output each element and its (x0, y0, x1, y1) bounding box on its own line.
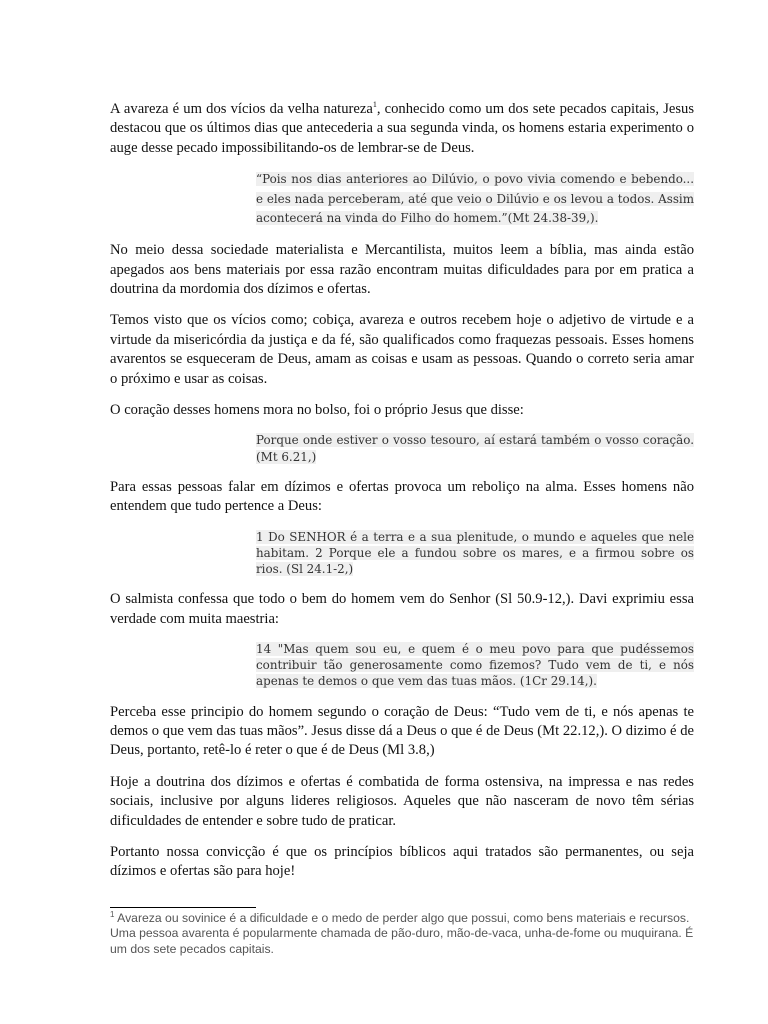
quote-4-text: 14 "Mas quem sou eu, e quem é o meu povo para que pudéssemos contribuir tão generosamente como fizemos? Tudo vem de ti, e nós apenas te demos o que vem das tuas mãos. (1Cr 29.14,). (256, 642, 694, 689)
paragraph-3: Temos visto que os vícios como; cobiça, avareza e outros recebem hoje o adjetivo de virtude e a virtude da misericórdia da justiça e da fé, são qualificados como fraquezas pessoais. Esses homens avarentos se esqueceram de Deus, amam as coisas e usam as pessoas. Quando o correto seria amar o próximo e usar as coisas. (110, 312, 694, 387)
footnote-text: Avareza ou sovinice é a dificuldade e o medo de perder algo que possui, como bens materiais e recursos. Uma pessoa avarenta é popularmente chamada de pão-duro, mão-de-vaca, unha-de-fome ou muquirana. É um dos sete pecados capitais. (110, 911, 694, 956)
paragraph-5: Para essas pessoas falar em dízimos e ofertas provoca um reboliço na alma. Esses homens não entendem que tudo pertence a Deus: (110, 478, 694, 515)
block-quote-1 (256, 170, 694, 228)
footnote-marker: 1 (110, 909, 115, 919)
block-quote-4 (256, 641, 694, 690)
paragraph-1-text-a: A avareza é um dos vícios da velha natureza (110, 101, 373, 117)
paragraph-1 (110, 100, 694, 158)
footnote-separator (110, 907, 256, 908)
paragraph-6: O salmista confessa que todo o bem do homem vem do Senhor (Sl 50.9-12,). Davi exprimiu essa verdade com muita maestria: (110, 591, 694, 627)
document-body (110, 100, 694, 894)
block-quote-2 (256, 432, 694, 464)
paragraph-8: Hoje a doutrina dos dízimos e ofertas é combatida de forma ostensiva, na impressa e nas redes sociais, inclusive por alguns lideres religiosos. Aqueles que não nasceram de novo têm sérias dificuldades de entender e sobre tudo de praticar. (110, 773, 694, 829)
paragraph-9: Portanto nossa convicção é que os princípios bíblicos aqui tratados são permanentes, ou seja dízimos e ofertas são para hoje! (110, 844, 694, 880)
footnote (110, 911, 694, 957)
quote-3-text: 1 Do SENHOR é a terra e a sua plenitude, o mundo e aqueles que nele habitam. 2 Porque ele a fundou sobre os mares, e a firmou sobre os rios. (Sl 24.1-2,) (256, 529, 694, 576)
quote-1-text: “Pois nos dias anteriores ao Dilúvio, o povo vivia comendo e bebendo... e eles nada perceberam, até que veio o Dilúvio e os levou a todos. Assim acontecerá na vinda do Filho do homem.”(Mt 24.38-39,). (256, 172, 694, 225)
block-quote-3 (256, 529, 694, 578)
footnote-reference[interactable]: 1 (372, 100, 377, 110)
paragraph-1-text-b: , conhecido como um dos sete pecados capitais, Jesus destacou que os últimos dias que antecederia a sua segunda vinda, os homens estaria experimento o auge desse pecado impossibilitando-os de lembrar-se de Deus. (110, 101, 694, 156)
paragraph-2: No meio dessa sociedade materialista e Mercantilista, muitos leem a bíblia, mas ainda estão apegados aos bens materiais por essa razão encontram muitas dificuldades para por em pratica a doutrina da mordomia dos dízimos e ofertas. (110, 242, 694, 297)
paragraph-7: Perceba esse principio do homem segundo o coração de Deus: “Tudo vem de ti, e nós apenas te demos o que vem das tuas mãos”. Jesus disse dá a Deus o que é de Deus (Mt 22.12,). O dizimo é de Deus, portanto, retê-lo é reter o que é de Deus (Ml 3.8,) (110, 703, 694, 759)
paragraph-4: O coração desses homens mora no bolso, foi o próprio Jesus que disse: (110, 401, 524, 418)
quote-2-text: Porque onde estiver o vosso tesouro, aí estará também o vosso coração. (Mt 6.21,) (256, 433, 694, 464)
